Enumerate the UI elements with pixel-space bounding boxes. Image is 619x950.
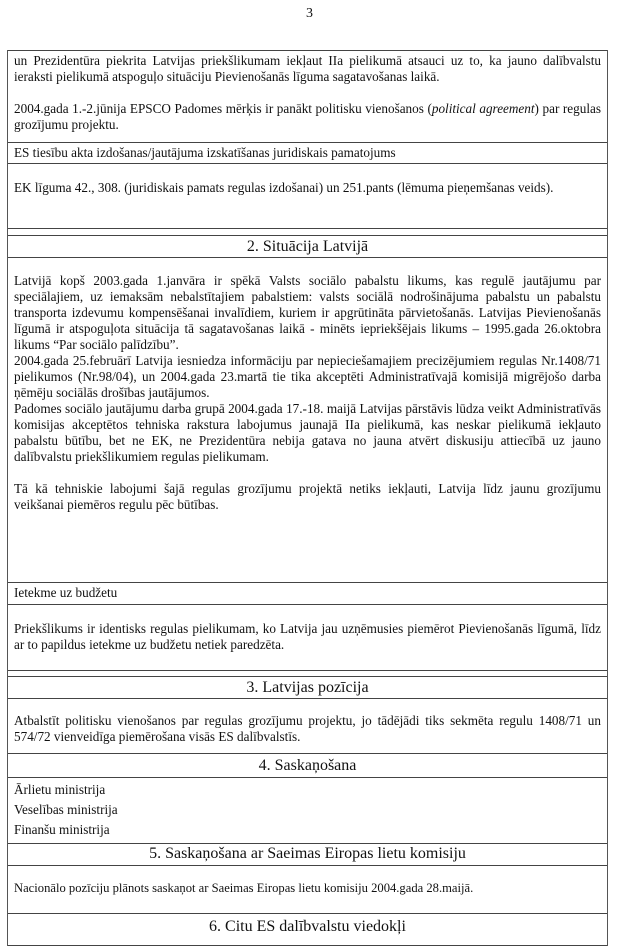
section-4-heading-cell	[8, 753, 607, 777]
section-4-ministries-cell	[8, 777, 607, 843]
section-1-paragraph-2-suffix: ) par regulas grozījumu projektu.	[14, 101, 602, 132]
legal-basis-text-cell	[8, 163, 607, 228]
legal-basis-text: EK līguma 42., 308. (juridiskais pamats regulas izdošanai) un 251.pants (lēmuma pieņemšanas veids).	[14, 180, 554, 195]
section-2-paragraph-3: Padomes sociālo jautājumu darba grupā 2004.gada 17.-18. maijā Latvijas pārstāvis lūdza veikt Administratīvās komisijas akceptētos tehniska rakstura labojumus jaunajā IIa pielikumā, kas neskar pielikumā iekļauto pabalstu būtību, bet ne EK, ne Prezidentūra nebija gatava no jauna atvērt diskusiju attiecībā uz jauno dalībvalstu priekšlikumiem regulas pielikumam.	[14, 401, 601, 464]
section-5-text: Nacionālo pozīciju plānots saskaņot ar Saeimas Eiropas lietu komisiju 2004.gada 28.maijā.	[14, 881, 474, 895]
section-1-paragraph-2	[14, 101, 601, 133]
section-2-heading-cell	[8, 235, 607, 257]
section-4-title: 4. Saskaņošana	[258, 757, 357, 774]
ministry-item: Veselības ministrija	[14, 802, 118, 817]
budget-impact-label: Ietekme uz budžetu	[14, 585, 118, 600]
section-6-heading-cell	[8, 913, 607, 946]
section-2-body-cell	[8, 257, 607, 582]
section-2-title: 2. Situācija Latvijā	[246, 238, 369, 255]
section-5-body-cell	[8, 865, 607, 913]
ministry-item: Finanšu ministrija	[14, 822, 110, 837]
budget-impact-text-cell	[8, 604, 607, 670]
section-1-paragraph-2-prefix: 2004.gada 1.-2.jūnija EPSCO Padomes mērķis ir panākt politisku vienošanos (	[14, 101, 432, 116]
section-1-paragraph-1: un Prezidentūra piekrita Latvijas priekšlikumam iekļaut IIa pielikumā atsauci uz to, ka jauno dalībvalstu ieraksti pielikumā atspoguļo situāciju Pievienošanās līguma sagatavošanas laikā.	[14, 53, 601, 84]
legal-basis-label: ES tiesību akta izdošanas/jautājuma izskatīšanas juridiskais pamatojums	[14, 145, 396, 160]
document-table	[7, 50, 608, 946]
legal-basis-label-cell	[8, 142, 607, 163]
section-2-paragraph-2: 2004.gada 25.februārī Latvija iesniedza informāciju par nepieciešamajiem precizējumiem regulas Nr.1408/71 pielikumos (Nr.98/04), un 2004.gada 23.martā tie tika akceptēti Administratīvajā komisijā migrējošo darba ņēmēju sociālās drošības jautājumos.	[14, 353, 601, 400]
section-3-heading-cell	[8, 676, 607, 698]
section-6-title: 6. Citu ES dalībvalstu viedokļi	[209, 918, 406, 935]
political-agreement-italic: political agreement	[431, 101, 535, 116]
section-divider	[8, 228, 607, 235]
section-3-body-cell	[8, 698, 607, 753]
section-2-paragraph-4: Tā kā tehniskie labojumi šajā regulas grozījumu projektā netiks iekļauti, Latvija līdz jaunu grozījumu veikšanai piemēros regulu pēc būtības.	[14, 481, 601, 512]
ministry-item: Ārlietu ministrija	[14, 782, 106, 797]
budget-impact-text: Priekšlikums ir identisks regulas pielikumam, ko Latvija jau uzņēmusies piemērot Pievienošanās līgumā, līdz ar to papildus ietekme uz budžetu netiek paredzēta.	[14, 621, 601, 652]
section-5-heading-cell	[8, 843, 607, 865]
section-1-continued-cell	[8, 50, 607, 142]
section-5-title: 5. Saskaņošana ar Saeimas Eiropas lietu komisiju	[149, 845, 466, 862]
section-3-title: 3. Latvijas pozīcija	[246, 679, 369, 696]
budget-impact-label-cell	[8, 582, 607, 604]
section-3-text: Atbalstīt politisku vienošanos par regulas grozījumu projektu, jo tādējādi tiks sekmēta regulu 1408/71 un 574/72 vienveidīga piemērošana visās ES dalībvalstīs.	[14, 713, 601, 744]
section-2-paragraph-1: Latvijā kopš 2003.gada 1.janvāra ir spēkā Valsts sociālo pabalstu likums, kas regulē jautājumu par speciālajiem, uz iemaksām nebalstītajiem pabalstiem: valsts sociālā nodrošinājuma pabalstu un pabalstu transporta izdevumu kompensēšanai invalīdiem, kuriem ir apgrūtināta pārvietošanās. Latvijas Pievienošanās līgumā ir atspoguļota situācija tā sagatavošanas laikā - minēts iepriekšējais likums – 1995.gada 26.oktobra likums “Par sociālo palīdzību”.	[14, 273, 601, 352]
page-number: 3	[306, 6, 313, 21]
